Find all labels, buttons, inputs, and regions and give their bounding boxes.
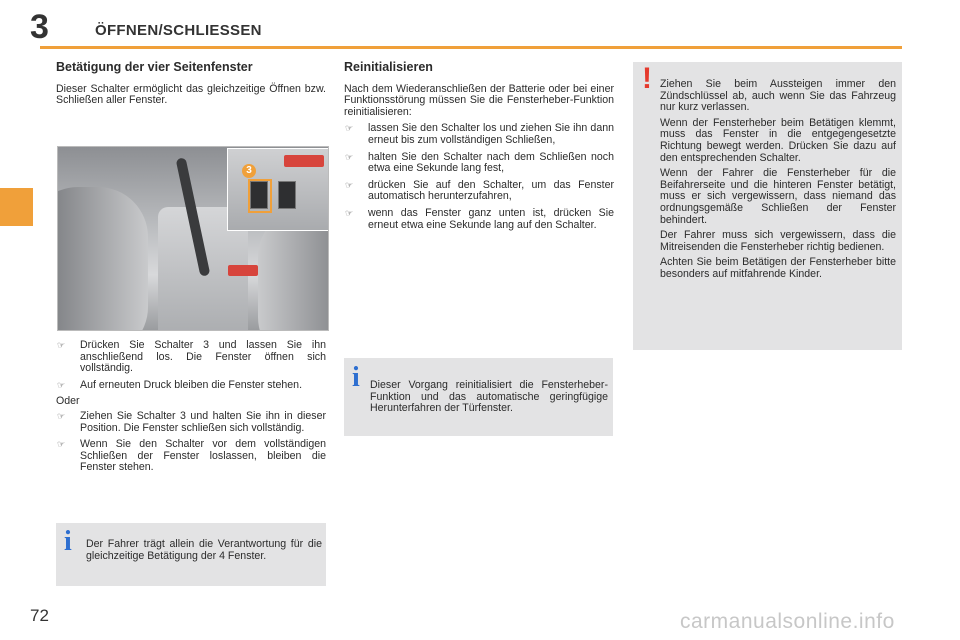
pointer-bullet-icon: ☞ <box>345 123 354 134</box>
warning-paragraph: Achten Sie beim Betätigen der Fensterheber bitte besonders auf mitfahrende Kinder. <box>660 256 896 280</box>
or-label: Oder <box>56 395 80 408</box>
switch-detail-inset <box>227 148 329 231</box>
windows-intro: Dieser Schalter ermöglicht das gleichzeitige Öffnen bzw. Schließen aller Fenster. <box>56 82 326 107</box>
info-icon: i <box>64 526 72 557</box>
list-item: ☞ Drücken Sie Schalter 3 und lassen Sie ihn anschließend los. Die Fenster öffnen sich vollständig. <box>57 339 326 375</box>
reinit-intro: Nach dem Wiederanschließen der Batterie oder bei einer Funktionsstörung müssen Sie die Fensterheber-Funktion reinitialisieren: <box>344 82 614 118</box>
pointer-bullet-icon: ☞ <box>57 439 66 450</box>
pointer-bullet-icon: ☞ <box>57 340 66 350</box>
section-heading-windows: Betätigung der vier Seitenfenster <box>56 60 253 74</box>
list-item: ☞ drücken Sie auf den Schalter, um das Fenster automatisch herunterzufahren, <box>345 178 614 203</box>
info-text: Der Fahrer trägt allein die Verantwortung für die gleichzeitige Betätigung der 4 Fenster. <box>86 538 322 562</box>
warning-paragraph: Wenn der Fahrer die Fensterheber für die Beifahrerseite und die hinteren Fenster betätigt, muss er sich vergewissern, dass niemand das ordnungsgemäße Schließen der Fenster behindert. <box>660 167 896 226</box>
list-item: ☞ lassen Sie den Schalter los und ziehen Sie ihn dann erneut bis zum vollständigen Schließen, <box>345 122 614 146</box>
pointer-bullet-icon: ☞ <box>57 410 66 421</box>
callout-badge-3: 3 <box>242 164 256 178</box>
driver-seat <box>57 187 148 331</box>
console-photo <box>57 146 329 331</box>
info-box-driver-responsibility <box>56 523 326 586</box>
list-item: ☞ Ziehen Sie Schalter 3 und halten Sie ihn in dieser Position. Die Fenster schließen sich vollständig. <box>57 409 326 434</box>
warning-paragraph: Ziehen Sie beim Aussteigen immer den Zündschlüssel ab, auch wenn Sie das Fahrzeug nur kurz verlassen. <box>660 78 896 114</box>
chapter-number: 3 <box>30 8 49 46</box>
page-number: 72 <box>30 606 49 625</box>
warning-paragraph: Der Fahrer muss sich vergewissern, dass die Mitreisenden die Fensterheber richtig bedienen. <box>660 229 896 253</box>
seatbelt-buckle <box>228 265 258 276</box>
list-item: ☞ Auf erneuten Druck bleiben die Fenster stehen. <box>57 378 303 391</box>
pointer-bullet-icon: ☞ <box>345 179 354 190</box>
chapter-title: ÖFFNEN/SCHLIESSEN <box>95 22 262 39</box>
window-switch <box>278 181 296 209</box>
list-item: ☞ wenn das Fenster ganz unten ist, drücken Sie erneut etwa eine Sekunde lang auf den Schalter. <box>345 206 614 231</box>
warning-exclamation-icon: ! <box>642 62 652 95</box>
header-rule <box>40 46 902 49</box>
warning-paragraph: Wenn der Fensterheber beim Betätigen klemmt, muss das Fenster in die entgegengesetzte Richtung bewegt werden. Drücken Sie dazu auf den entsprechenden Schalter. <box>660 116 896 164</box>
pointer-bullet-icon: ☞ <box>345 207 354 218</box>
warning-text <box>660 79 896 285</box>
section-heading-reinit: Reinitialisieren <box>344 60 433 74</box>
pointer-bullet-icon: ☞ <box>57 379 66 390</box>
chapter-side-tab <box>0 188 33 226</box>
warning-box <box>633 62 902 350</box>
middle-column <box>344 62 614 236</box>
list-item: ☞ halten Sie den Schalter nach dem Schließen noch etwa eine Sekunde lang fest, <box>345 150 614 175</box>
pointer-bullet-icon: ☞ <box>345 151 354 162</box>
info-icon: i <box>352 362 360 393</box>
seatbelt-buckle <box>284 155 324 167</box>
list-item: ☞ Wenn Sie den Schalter vor dem vollständigen Schließen der Fenster loslassen, bleiben die Fenster stehen. <box>57 438 326 474</box>
switch-highlight-frame <box>248 179 272 213</box>
info-box-reinit <box>344 358 613 436</box>
info-text: Dieser Vorgang reinitialisiert die Fensterheber-Funktion und das automatische geringfügige Herunterfahren der Türfenster. <box>370 379 608 415</box>
watermark: carmanualsonline.info <box>680 610 895 633</box>
left-column <box>56 62 326 111</box>
left-instructions <box>56 340 326 479</box>
